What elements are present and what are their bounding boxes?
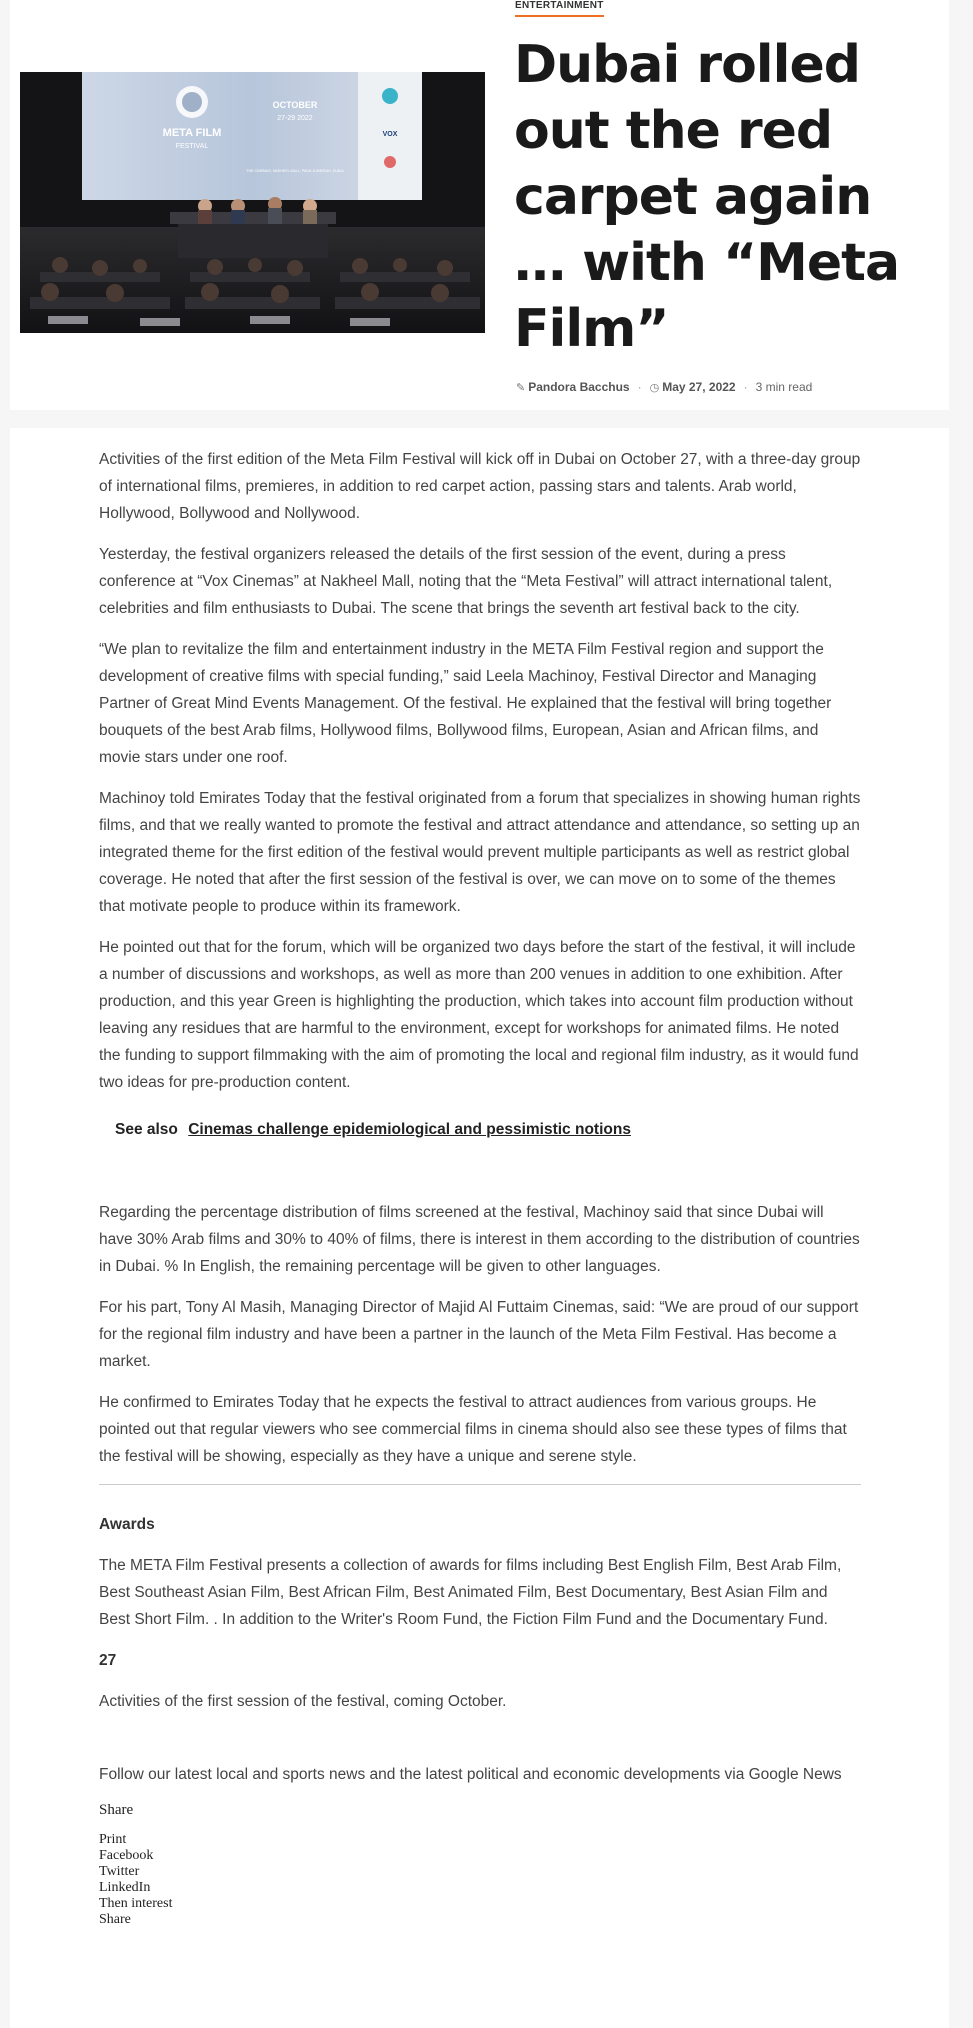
screen-month: OCTOBER <box>272 100 318 110</box>
read-time: 3 min read <box>755 380 813 394</box>
share-title: Share <box>99 1802 134 1818</box>
paragraph: He pointed out that for the forum, which will be organized two days before the start of the festival, it will include a number of discussions and workshops, as well as more than 200 venues in addition to one exhibition. After production, and this year Green is highlighting the production, which takes into account film production without leaving any residues that are harmful to the environment, except for workshops for animated films. He noted the funding to support filmmaking with the aim of promoting the local and regional film industry, as it would fund two ideas for pre-production content. <box>99 939 859 1091</box>
article-content <box>99 446 861 1928</box>
divider <box>99 1484 861 1485</box>
meta-separator: · <box>637 380 642 394</box>
share-section <box>99 1802 861 1928</box>
share-list <box>99 1832 861 1928</box>
share-print-link[interactable]: Print <box>99 1832 127 1847</box>
share-more-link[interactable]: Share <box>99 1912 131 1927</box>
see-also-link[interactable]: Cinemas challenge epidemiological and pessimistic notions <box>188 1121 631 1138</box>
see-also-box <box>115 1116 861 1143</box>
number-paragraph: Activities of the first session of the festival, coming October. <box>99 1693 507 1710</box>
publish-date: May 27, 2022 <box>662 380 736 394</box>
screen-title: META FILM <box>162 127 222 139</box>
share-pinterest-link[interactable]: Then interest <box>99 1896 173 1911</box>
meta-separator: · <box>743 380 748 394</box>
author-name: Pandora Bacchus <box>528 380 630 394</box>
share-twitter-link[interactable]: Twitter <box>99 1864 140 1879</box>
see-also-label: See also <box>115 1121 178 1138</box>
clock-icon: ◷ <box>649 382 660 394</box>
paragraph: Yesterday, the festival organizers released the details of the first session of the event, during a press conference at “Vox Cinemas” at Nakheel Mall, noting that the “Meta Festival” will attract international talent, celebrities and film enthusiasts to Dubai. The scene that brings the seventh art festival back to the city. <box>99 546 833 617</box>
hero-photo-illustration <box>20 72 485 333</box>
date-group <box>650 380 736 394</box>
screen-sponsor: VOX <box>382 131 398 138</box>
paragraph: Regarding the percentage distribution of films screened at the festival, Machinoy said that since Dubai will have 30% Arab films and 30% to 40% of films, there is interest in them according to the distribution of countries in Dubai. % In English, the remaining percentage will be given to other languages. <box>99 1204 860 1275</box>
paragraph: Activities of the first edition of the Meta Film Festival will kick off in Dubai on October 27, with a three-day group of international films, premieres, in addition to red carpet action, passing stars and talents. Arab world, Hollywood, Bollywood and Nollywood. <box>99 451 861 522</box>
share-linkedin-link[interactable]: LinkedIn <box>99 1880 151 1895</box>
article-title: Dubai rolled out the red carpet again … with “Meta Film” <box>514 35 900 359</box>
article-meta <box>516 380 812 394</box>
screen-venue: THE CINEMAS, NAKHEEL MALL, PALM JUMEIRAH, DUBAI <box>246 169 344 173</box>
follow-news-text[interactable]: Follow our latest local and sports news and the latest political and economic developments via Google News <box>99 1766 842 1783</box>
number-heading: 27 <box>99 1652 117 1669</box>
paragraph: Machinoy told Emirates Today that the festival originated from a forum that specializes in showing human rights films, and that we really wanted to promote the festival and attract attendance and attendance, so setting up an integrated theme for the first edition of the festival would prevent multiple participants as well as restrict global coverage. He noted that after the first session of the festival is over, we can move on to some of the themes that motivate people to produce within its framework. <box>99 790 861 915</box>
edit-icon: ✎ <box>516 382 526 394</box>
hero-image <box>20 72 485 333</box>
paragraph: For his part, Tony Al Masih, Managing Director of Majid Al Futtaim Cinemas, said: “We are proud of our support for the regional film industry and have been a partner in the launch of the Meta Film Festival. Has become a market. <box>99 1299 859 1370</box>
category-badge[interactable]: ENTERTAINMENT <box>515 0 604 17</box>
screen-dates: 27-29 2022 <box>277 115 313 122</box>
paragraph: He confirmed to Emirates Today that he expects the festival to attract audiences from various groups. He pointed out that regular viewers who see commercial films in cinema should also see these types of films that the festival will be showing, especially as they have a unique and serene style. <box>99 1394 847 1465</box>
awards-heading: Awards <box>99 1516 155 1533</box>
screen-subtitle: FESTIVAL <box>175 143 209 150</box>
paragraph: “We plan to revitalize the film and entertainment industry in the META Film Festival region and support the development of creative films with special funding,” said Leela Machinoy, Festival Director and Managing Partner of Great Mind Events Management. Of the festival. He explained that the festival will bring together bouquets of the best Arab films, Hollywood films, Bollywood films, European, Asian and African films, and movie stars under one roof. <box>99 641 832 766</box>
share-facebook-link[interactable]: Facebook <box>99 1848 154 1863</box>
author-group[interactable] <box>516 380 630 394</box>
awards-paragraph: The META Film Festival presents a collection of awards for films including Best English Film, Best Arab Film, Best Southeast Asian Film, Best African Film, Best Animated Film, Best Documentary, Best Asian Film and Best Short Film. . In addition to the Writer's Room Fund, the Fiction Film Fund and the Documentary Fund. <box>99 1557 842 1628</box>
